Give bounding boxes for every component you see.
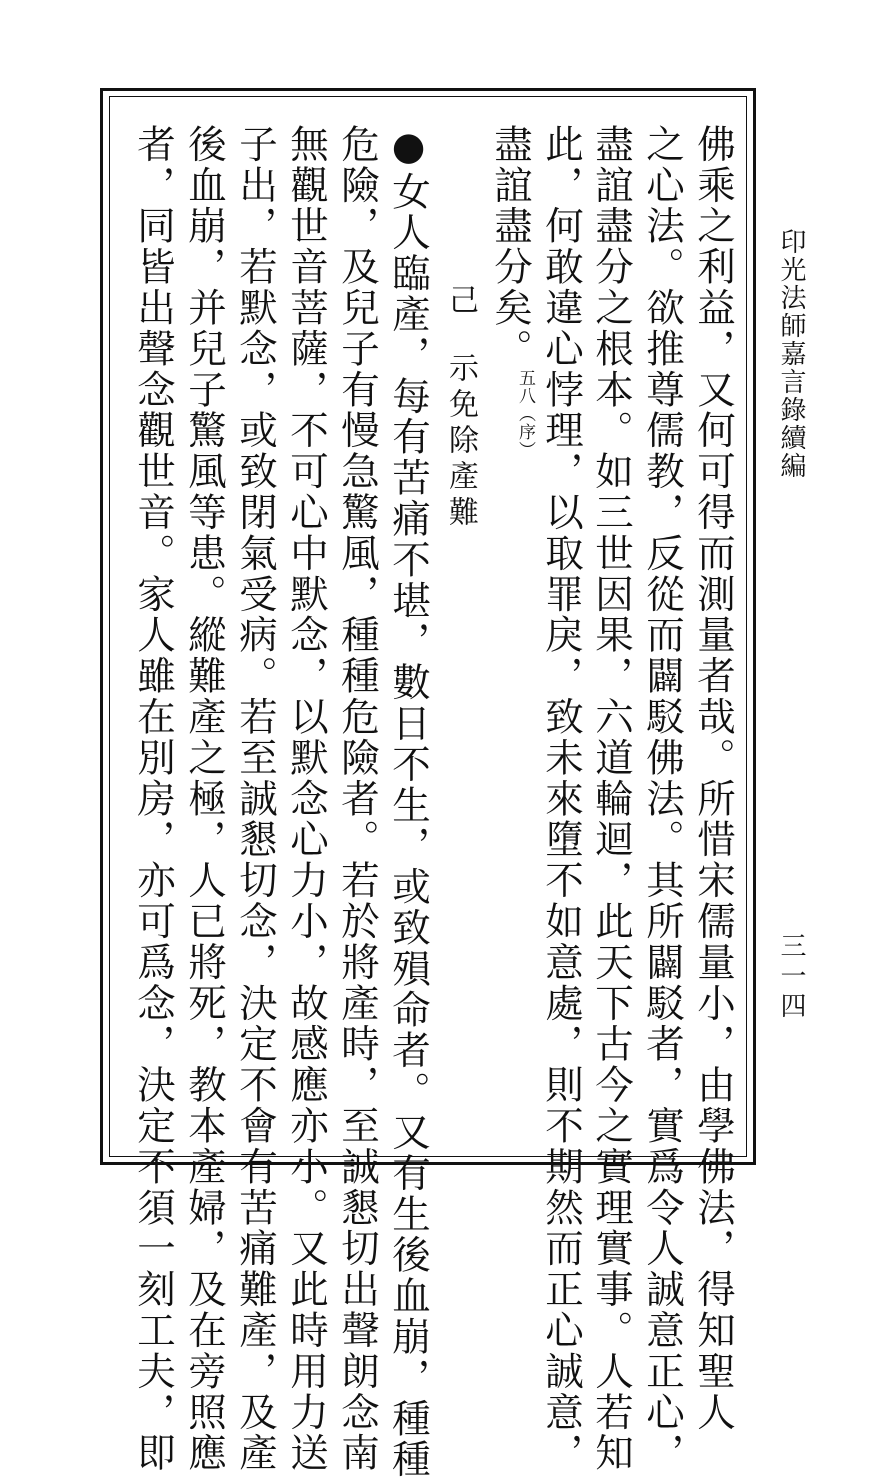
- text-column-7: ●女人臨產，每有苦痛不堪，數日不生，或致殞命者。又有生後血崩，種種: [386, 124, 431, 1480]
- source-note-number: 五八: [515, 369, 535, 406]
- text-column-11: 後血崩，并兒子驚風等患。縱難產之極，人已將死，教本產婦，及在旁照應: [182, 124, 227, 1474]
- source-note-label: （序）: [515, 405, 535, 460]
- text-column-2: 之心法。欲推尊儒教，反從而闢駁佛法。其所闢駁者，實爲令人誠意正心，: [640, 124, 685, 1474]
- running-header: 印光法師嘉言錄續編: [776, 228, 806, 480]
- text-column-4: 此，何敢違心悖理，以取罪戾，致未來墮不如意處，則不期然而正心誠意，: [539, 124, 584, 1474]
- section-title: 示免除產難: [443, 352, 478, 532]
- text-column-9: 無觀世音菩薩，不可心中默念，以默念心力小，故感應亦小。又此時用力送: [284, 124, 329, 1474]
- text-column-10: 子出，若默念，或致閉氣受病。若至誠懇切念，決定不會有苦痛難產，及產: [233, 124, 278, 1474]
- text-column-12: 者，同皆出聲念觀世音。家人雖在別房，亦可爲念，決定不須一刻工夫，即: [131, 124, 176, 1474]
- text-column-3: 盡誼盡分之根本。如三世因果，六道輪迴，此天下古今之實理實事。人若知: [589, 124, 634, 1474]
- text-column-8: 危險，及兒子有慢急驚風，種種危險者。若於將產時，至誠懇切出聲朗念南: [335, 124, 380, 1474]
- page-number: 三一四: [776, 932, 806, 1022]
- text-column-5: [485, 124, 535, 459]
- section-label: 己: [443, 284, 478, 314]
- text-column-1: 佛乘之利益，又何可得而測量者哉。所惜宋儒量小，由學佛法，得知聖人: [691, 124, 736, 1433]
- closing-text: 盡誼盡分矣。: [488, 124, 533, 370]
- source-note: [515, 369, 535, 459]
